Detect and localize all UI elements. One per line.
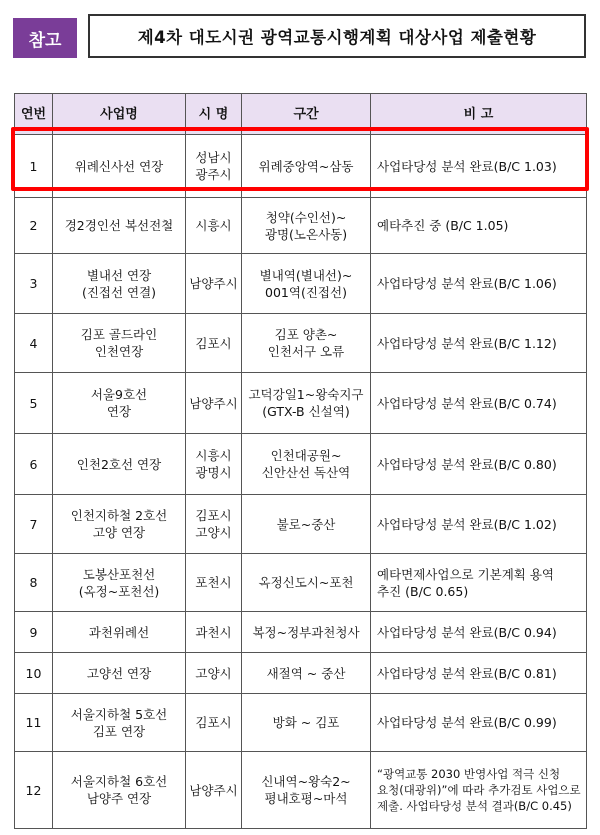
cell-project-name: 인천지하철 2호선 고양 연장: [53, 495, 186, 554]
cell-city: 김포시 고양시: [186, 495, 242, 554]
cell-section: 별내역(별내선)~ 001역(진접선): [242, 254, 371, 314]
cell-section: 새절역 ~ 중산: [242, 653, 371, 694]
table-row: [15, 694, 587, 752]
cell-section: 고덕강일1~왕숙지구 (GTX-B 신설역): [242, 373, 371, 434]
cell-project-name: 서울지하철 5호선 김포 연장: [53, 694, 186, 752]
cell-city: 고양시: [186, 653, 242, 694]
table-row: [15, 434, 587, 495]
cell-city: 시흥시: [186, 198, 242, 254]
table-row: [15, 612, 587, 653]
header-section: 구간: [242, 94, 371, 135]
cell-remarks: 사업타당성 분석 완료(B/C 0.80): [371, 434, 587, 495]
cell-remarks: 사업타당성 분석 완료(B/C 1.06): [371, 254, 587, 314]
table-row: [15, 198, 587, 254]
cell-section: 불로~중산: [242, 495, 371, 554]
header-project-name: 사업명: [53, 94, 186, 135]
cell-no: 10: [15, 653, 53, 694]
cell-project-name: 과천위례선: [53, 612, 186, 653]
cell-remarks: 사업타당성 분석 완료(B/C 0.74): [371, 373, 587, 434]
cell-remarks: 사업타당성 분석 완료(B/C 1.02): [371, 495, 587, 554]
cell-no: 3: [15, 254, 53, 314]
header-remarks: 비 고: [371, 94, 587, 135]
cell-remarks: 사업타당성 분석 완료(B/C 1.12): [371, 314, 587, 373]
cell-city: 과천시: [186, 612, 242, 653]
cell-no: 6: [15, 434, 53, 495]
cell-project-name: 서울지하철 6호선 남양주 연장: [53, 752, 186, 829]
table-header-row: [15, 94, 587, 135]
cell-city: 남양주시: [186, 373, 242, 434]
cell-section: 복정~정부과천청사: [242, 612, 371, 653]
cell-no: 5: [15, 373, 53, 434]
table-row: [15, 495, 587, 554]
cell-remarks: 사업타당성 분석 완료(B/C 1.03): [371, 135, 587, 198]
cell-project-name: 경2경인선 복선전철: [53, 198, 186, 254]
cell-city: 남양주시: [186, 254, 242, 314]
cell-project-name: 김포 골드라인 인천연장: [53, 314, 186, 373]
cell-no: 4: [15, 314, 53, 373]
cell-remarks: 예타면제사업으로 기본계획 용역 추진 (B/C 0.65): [371, 554, 587, 612]
cell-remarks: 예타추진 중 (B/C 1.05): [371, 198, 587, 254]
table-row: [15, 314, 587, 373]
cell-remarks: “광역교통 2030 반영사업 적극 신청 요청(대광위)”에 따라 추가검토 사업으로 제출. 사업타당성 분석 결과(B/C 0.45): [371, 752, 587, 829]
table-row: [15, 554, 587, 612]
cell-section: 위례중앙역~삼동: [242, 135, 371, 198]
cell-section: 옥정신도시~포천: [242, 554, 371, 612]
cell-project-name: 인천2호선 연장: [53, 434, 186, 495]
cell-city: 성남시 광주시: [186, 135, 242, 198]
reference-badge: 참고: [13, 18, 77, 58]
table-row: [15, 373, 587, 434]
page-title: 제4차 대도시권 광역교통시행계획 대상사업 제출현황: [88, 14, 586, 58]
cell-remarks: 사업타당성 분석 완료(B/C 0.94): [371, 612, 587, 653]
cell-section: 김포 양촌~ 인천서구 오류: [242, 314, 371, 373]
cell-remarks: 사업타당성 분석 완료(B/C 0.81): [371, 653, 587, 694]
cell-section: 인천대공원~ 신안산선 독산역: [242, 434, 371, 495]
cell-no: 8: [15, 554, 53, 612]
table-row: [15, 254, 587, 314]
cell-section: 방화 ~ 김포: [242, 694, 371, 752]
table-row: [15, 135, 587, 198]
cell-project-name: 별내선 연장 (진접선 연결): [53, 254, 186, 314]
cell-section: 신내역~왕숙2~ 평내호평~마석: [242, 752, 371, 829]
cell-city: 김포시: [186, 694, 242, 752]
cell-section: 청약(수인선)~ 광명(노온사동): [242, 198, 371, 254]
table-row: [15, 653, 587, 694]
cell-city: 김포시: [186, 314, 242, 373]
header-city: 시 명: [186, 94, 242, 135]
cell-project-name: 고양선 연장: [53, 653, 186, 694]
cell-city: 시흥시 광명시: [186, 434, 242, 495]
cell-project-name: 서울9호선 연장: [53, 373, 186, 434]
cell-city: 포천시: [186, 554, 242, 612]
cell-no: 7: [15, 495, 53, 554]
cell-city: 남양주시: [186, 752, 242, 829]
cell-project-name: 도봉산포천선 (옥정~포천선): [53, 554, 186, 612]
project-table: [14, 93, 587, 829]
cell-no: 11: [15, 694, 53, 752]
table-row: [15, 752, 587, 829]
header-no: 연번: [15, 94, 53, 135]
cell-no: 9: [15, 612, 53, 653]
cell-no: 2: [15, 198, 53, 254]
cell-remarks: 사업타당성 분석 완료(B/C 0.99): [371, 694, 587, 752]
cell-no: 12: [15, 752, 53, 829]
cell-no: 1: [15, 135, 53, 198]
cell-project-name: 위례신사선 연장: [53, 135, 186, 198]
